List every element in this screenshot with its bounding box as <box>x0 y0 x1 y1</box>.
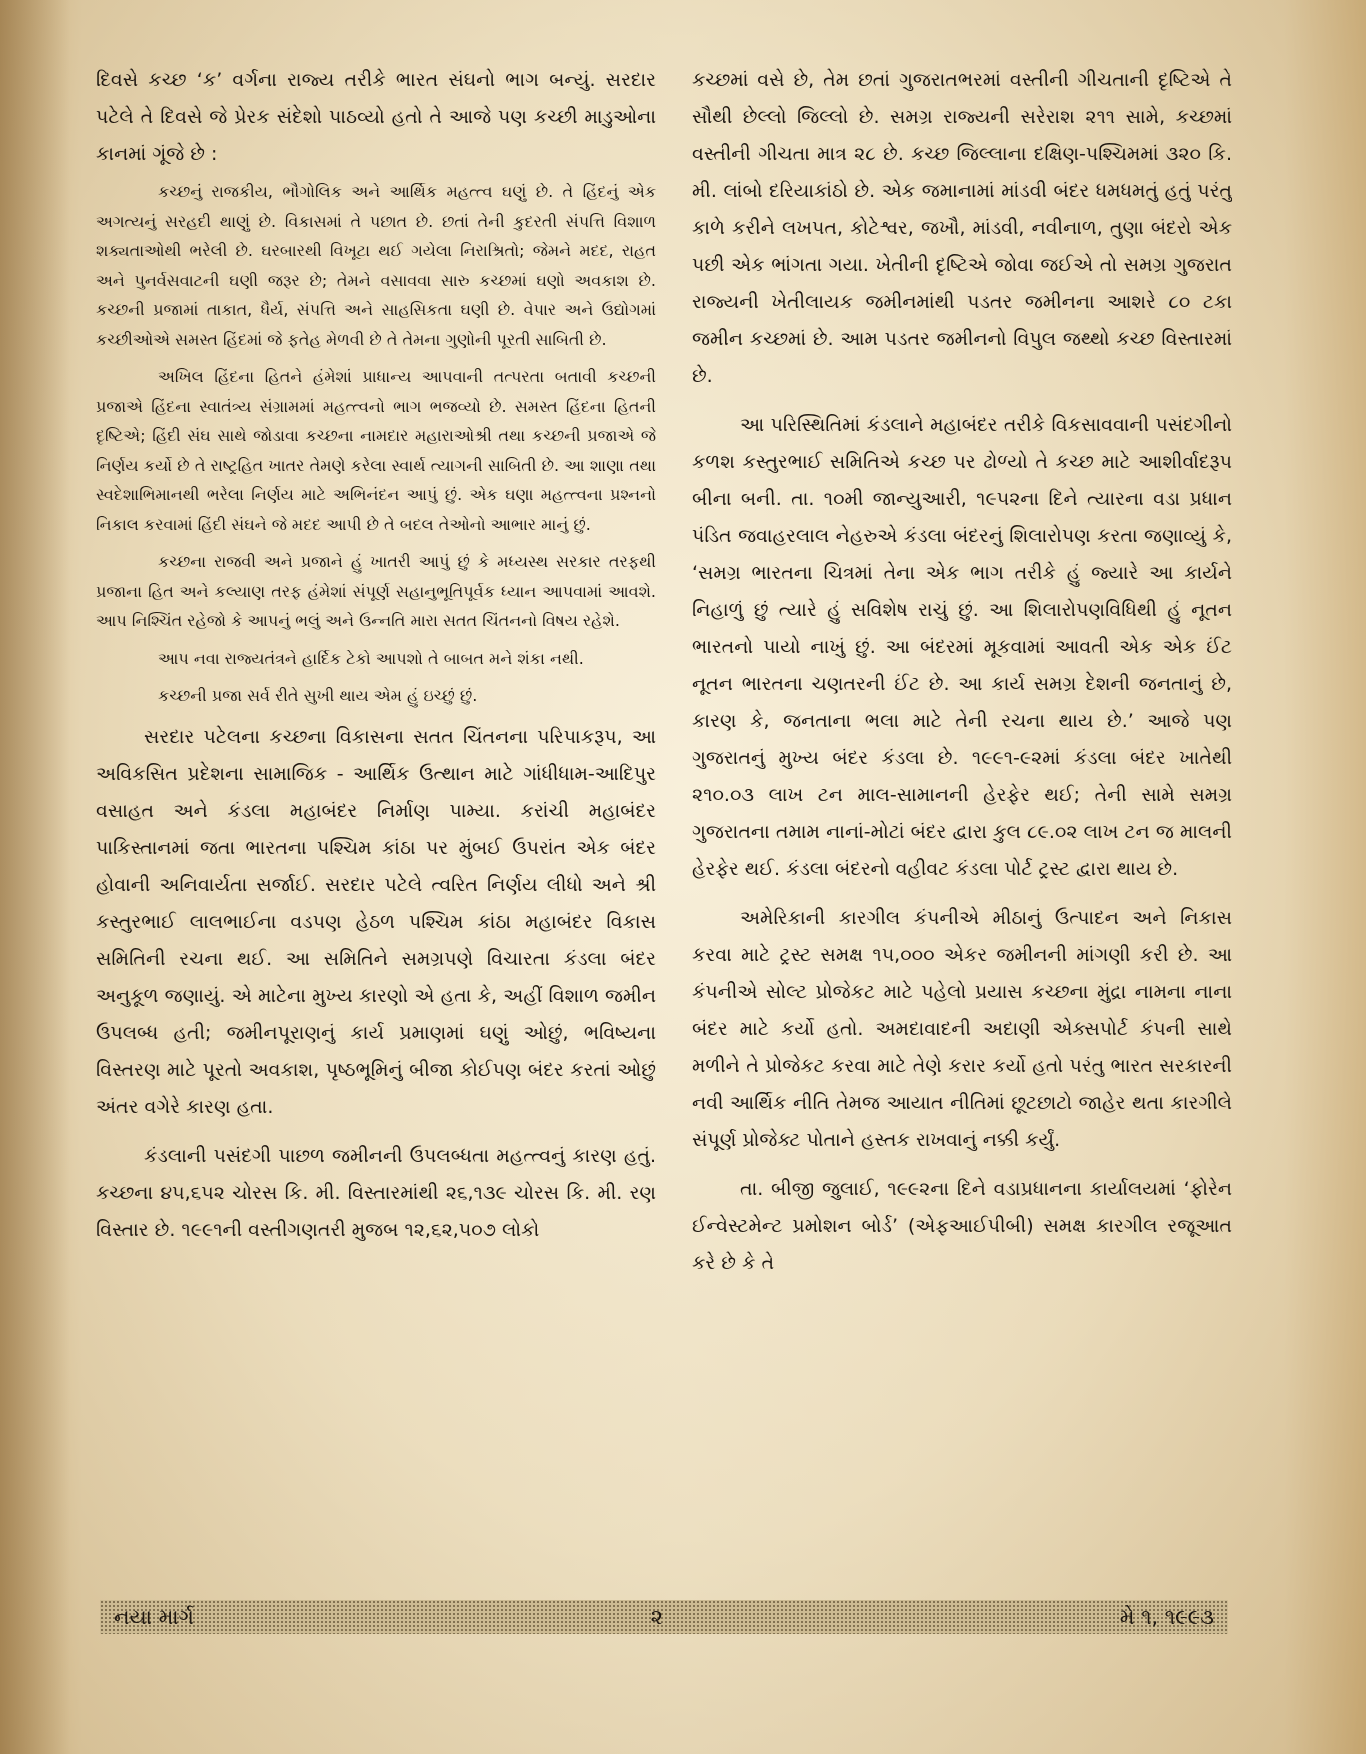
population-paragraph: કચ્છમાં વસે છે, તેમ છતાં ગુજરાતભરમાં વસ્તીની ગીચતાની દૃષ્ટિએ તે સૌથી છેલ્લો જિલ્લો છે. સમગ્ર રાજ્યની સરેરાશ ૨૧૧ સામે, કચ્છમાં વસ્તીની ગીચતા માત્ર ૨૮ છે. કચ્છ જિલ્લાના દક્ષિણ-પશ્ચિમમાં ૩૨૦ કિ. મી. લાંબો દરિયાકાંઠો છે. એક જમાનામાં માંડવી બંદર ધમધમતું હતું પરંતુ કાળે કરીને લખપત, કોટેશ્વર, જખૌ, માંડવી, નવીનાળ, તુણા બંદરો એક પછી એક ભાંગતા ગયા. ખેતીની દૃષ્ટિએ જોવા જઈએ તો સમગ્ર ગુજરાત રાજ્યની ખેતીલાયક જમીનમાંથી પડતર જમીનના આશરે ૮૦ ટકા જમીન કચ્છમાં છે. આમ પડતર જમીનનો વિપુલ જથ્થો કચ્છ વિસ્તારમાં છે. <box>692 69 1232 387</box>
magazine-name: નયા માર્ગ <box>114 1604 194 1629</box>
patel-message-paragraph-3: કચ્છના રાજવી અને પ્રજાને હું ખાતરી આપું છું કે મધ્યસ્થ સરકાર તરફથી પ્રજાના હિત અને કલ્યાણ તરફ હંમેશાં સંપૂર્ણ સહાનુભૂતિપૂર્વક ધ્યાન આપવામાં આવશે. આપ નિશ્ચિંત રહેજો કે આપનું ભલું અને ઉન્નતિ મારા સતત ચિંતનનો વિષય રહેશે. <box>96 552 656 630</box>
patel-message-paragraph-4: આપ નવા રાજ્યતંત્રને હાર્દિક ટેકો આપશો તે બાબત મને શંકા નથી. <box>158 648 584 668</box>
page-footer <box>100 1600 1228 1634</box>
patel-message-paragraph-1: કચ્છનું રાજકીય, ભૌગોલિક અને આર્થિક મહત્ત્વ ઘણું છે. તે હિંદનું એક અગત્યનું સરહદી થાણું છે. વિકાસમાં તે પછાત છે. છતાં તેની કુદરતી સંપત્તિ વિશાળ શક્યતાઓથી ભરેલી છે. ઘરબારથી વિખૂટા થઈ ગયેલા નિરાશ્રિતો; જેમને મદદ, રાહત અને પુનર્વસવાટની ઘણી જરૂર છે; તેમને વસાવવા સારુ કચ્છમાં ઘણો અવકાશ છે. કચ્છની પ્રજામાં તાકાત, ધૈર્ય, સંપત્તિ અને સાહસિકતા ઘણી છે. વેપાર અને ઉદ્યોગમાં કચ્છીઓએ સમસ્ત હિંદમાં જે ફતેહ મેળવી છે તે તેમના ગુણોની પૂરતી સાબિતી છે. <box>96 182 656 349</box>
patel-message-paragraph-2: અખિલ હિંદના હિતને હંમેશાં પ્રાધાન્ય આપવાની તત્પરતા બતાવી કચ્છની પ્રજાએ હિંદના સ્વાતંત્ર્ય સંગ્રામમાં મહત્ત્વનો ભાગ ભજવ્યો છે. સમસ્ત હિંદના હિતની દૃષ્ટિએ; હિંદી સંઘ સાથે જોડાવા કચ્છના નામદાર મહારાઓશ્રી તથા કચ્છની પ્રજાએ જે નિર્ણય કર્યો છે તે રાષ્ટ્રહિત ખાતર તેમણે કરેલા સ્વાર્થ ત્યાગની સાબિતી છે. આ શાણા તથા સ્વદેશાભિમાનથી ભરેલા નિર્ણય માટે અભિનંદન આપું છું. એક ઘણા મહત્ત્વના પ્રશ્નનો નિકાલ કરવામાં હિંદી સંઘને જે મદદ આપી છે તે બદલ તેઓનો આભાર માનું છું. <box>96 367 656 534</box>
patel-message-paragraph-5: કચ્છની પ્રજા સર્વ રીતે સુખી થાય એમ હું ઇચ્છું છું. <box>158 686 478 705</box>
intro-paragraph: દિવસે કચ્છ ‘ક’ વર્ગના રાજ્ય તરીકે ભારત સંઘનો ભાગ બન્યું. સરદાર પટેલે તે દિવસે જે પ્રેરક સંદેશો પાઠવ્યો હતો તે આજે પણ કચ્છી માડુઓના કાનમાં ગૂંજે છે : <box>96 69 656 165</box>
cargill-paragraph: અમેરિકાની કારગીલ કંપનીએ મીઠાનું ઉત્પાદન અને નિકાસ કરવા માટે ટ્રસ્ટ સમક્ષ ૧૫,૦૦૦ એકર જમીનની માંગણી કરી છે. આ કંપનીએ સોલ્ટ પ્રોજેકટ માટે પહેલો પ્રયાસ કચ્છના મુંદ્રા નામના નાના બંદર માટે કર્યો હતો. અમદાવાદની અદાણી એક્સપોર્ટ કંપની સાથે મળીને તે પ્રોજેકટ કરવા માટે તેણે કરાર કર્યો હતો પરંતુ ભારત સરકારની નવી આર્થિક નીતિ તેમજ આયાત નીતિમાં છૂટછાટો જાહેર થતા કારગીલે સંપૂર્ણ પ્રોજેક્ટ પોતાને હસ્તક રાખવાનું નક્કી કર્યું. <box>692 907 1232 1151</box>
issue-date: મે ૧, ૧૯૯૩ <box>1119 1604 1214 1629</box>
right-column <box>692 62 1232 1588</box>
fipb-paragraph: તા. બીજી જુલાઈ, ૧૯૯૨ના દિને વડાપ્રધાનના કાર્યાલયમાં ‘ફોરેન ઈન્વેસ્ટમેન્ટ પ્રમોશન બોર્ડ’ (એફઆઈપીબી) સમક્ષ કારગીલ રજૂઆત કરે છે કે તે <box>692 1178 1232 1274</box>
development-paragraph: સરદાર પટેલના કચ્છના વિકાસના સતત ચિંતનના પરિપાકરૂપ, આ અવિકસિત પ્રદેશના સામાજિક - આર્થિક ઉત્થાન માટે ગાંધીધામ-આદિપુર વસાહત અને કંડલા મહાબંદર નિર્માણ પામ્યા. કરાંચી મહાબંદર પાકિસ્તાનમાં જતા ભારતના પશ્ચિમ કાંઠા પર મુંબઈ ઉપરાંત એક બંદર હોવાની અનિવાર્યતા સર્જાઈ. સરદાર પટેલે ત્વરિત નિર્ણય લીધો અને શ્રી કસ્તુરભાઈ લાલભાઈના વડપણ હેઠળ પશ્ચિમ કાંઠા મહાબંદર વિકાસ સમિતિની રચના થઈ. આ સમિતિને સમગ્રપણે વિચારતા કંડલા બંદર અનુકૂળ જણાયું. એ માટેના મુખ્ય કારણો એ હતા કે, અહીં વિશાળ જમીન ઉપલબ્ધ હતી; જમીનપૂરાણનું કાર્ય પ્રમાણમાં ઘણું ઓછું, ભવિષ્યના વિસ્તરણ માટે પૂરતો અવકાશ, પૃષ્ઠભૂમિનું બીજા કોઈપણ બંદર કરતાં ઓછું અંતર વગેરે કારણ હતા. <box>96 725 656 1118</box>
page-number: ૨ <box>650 1604 663 1629</box>
left-column <box>96 62 656 1588</box>
kandla-port-paragraph: આ પરિસ્થિતિમાં કંડલાને મહાબંદર તરીકે વિકસાવવાની પસંદગીનો કળશ કસ્તુરભાઈ સમિતિએ કચ્છ પર ઢોળ્યો તે કચ્છ માટે આશીર્વાદરૂપ બીના બની. તા. ૧૦મી જાન્યુઆરી, ૧૯૫૨ના દિને ત્યારના વડા પ્રધાન પંડિત જવાહરલાલ નેહરુએ કંડલા બંદરનું શિલારોપણ કરતા જણાવ્યું કે, ‘સમગ્ર ભારતના ચિત્રમાં તેના એક ભાગ તરીકે હું જ્યારે આ કાર્યને નિહાળું છું ત્યારે હું સવિશેષ રાચું છું. આ શિલારોપણવિધિથી હું નૂતન ભારતનો પાયો નાખું છું. આ બંદરમાં મૂકવામાં આવતી એક એક ઈંટ નૂતન ભારતના ચણતરની ઈંટ છે. આ કાર્ય સમગ્ર દેશની જનતાનું છે, કારણ કે, જનતાના ભલા માટે તેની રચના થાય છે.’ આજે પણ ગુજરાતનું મુખ્ય બંદર કંડલા છે. ૧૯૯૧-૯૨માં કંડલા બંદર ખાતેથી ૨૧૦.૦૩ લાખ ટન માલ-સામાનની હેરફેર થઈ; તેની સામે સમગ્ર ગુજરાતના તમામ નાનાં-મોટાં બંદર દ્વારા કુલ ૮૯.૦૨ લાખ ટન જ માલની હેરફેર થઈ. કંડલા બંદરનો વહીવટ કંડલા પોર્ટ ટ્રસ્ટ દ્વારા થાય છે. <box>692 414 1232 880</box>
spine-shadow <box>0 0 70 1754</box>
land-availability-paragraph: કંડલાની પસંદગી પાછળ જમીનની ઉપલબ્ધતા મહત્ત્વનું કારણ હતું. કચ્છના ૪૫,૬૫૨ ચોરસ કિ. મી. વિસ્તારમાંથી ૨૬,૧૩૯ ચોરસ કિ. મી. રણ વિસ્તાર છે. ૧૯૯૧ની વસ્તીગણતરી મુજબ ૧૨,૬૨,૫૦૭ લોકો <box>96 1144 656 1241</box>
